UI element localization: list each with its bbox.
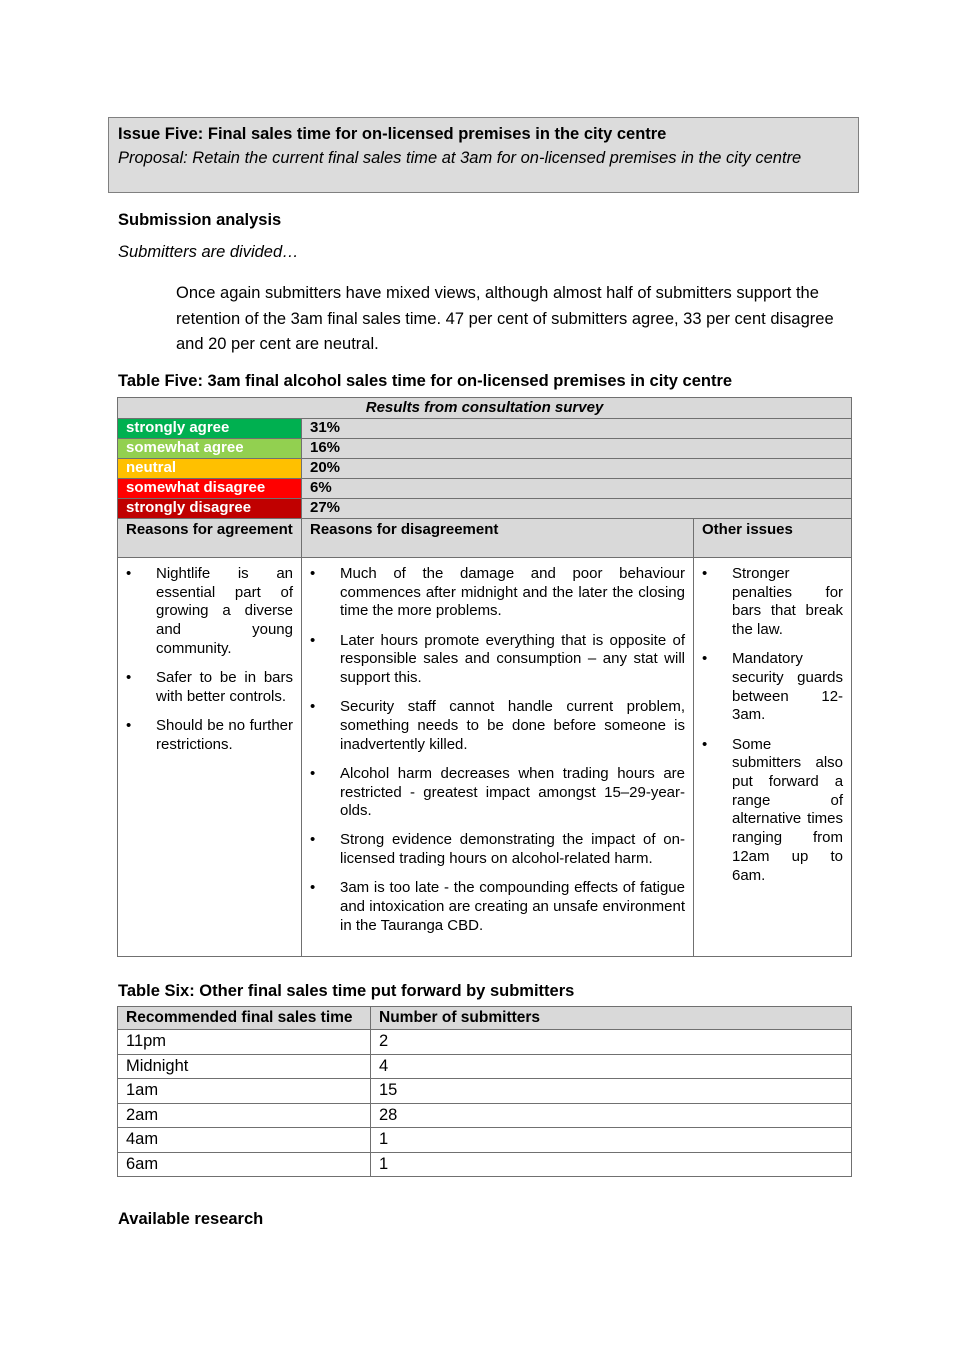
rating-row [118,459,852,479]
table-row [118,1054,852,1079]
submission-subheading: Submitters are divided… [118,243,299,261]
table-row [118,1079,852,1104]
research-heading: Available research [118,1210,264,1228]
disagreement-item: • 3am is too late - the compounding effects of fatigue and intoxication are creating an unsafe environment in the Tauranga CBD. [310,879,685,935]
column-other: Other issues [694,519,852,558]
rating-label: somewhat disagree [118,479,302,499]
disagreement-item: • Alcohol harm decreases when trading hours are restricted - greatest impact amongst 15–29-year-olds. [310,765,685,821]
agreement-cell [118,558,302,957]
sales-time-cell: 1am [118,1079,371,1104]
submitters-cell: 1 [371,1152,852,1177]
sales-time-cell: 2am [118,1103,371,1128]
sales-time-cell: 4am [118,1128,371,1153]
sales-time-cell: 6am [118,1152,371,1177]
issue-proposal: Proposal: Retain the current final sales time at 3am for on-licensed premises in the city centre [118,149,802,167]
table-row [118,1128,852,1153]
table-row [118,1103,852,1128]
other-cell [694,558,852,957]
table-row [118,1030,852,1055]
disagreement-item: • Much of the damage and poor behaviour commences after midnight and the later the closing time the more problems. [310,565,685,621]
rating-rows [118,419,852,519]
other-item: • Some submitters also put forward a range of alternative times ranging from 12am up to 6am. [702,736,843,886]
disagreement-item: • Strong evidence demonstrating the impact of on-licensed trading hours on alcohol-related harm. [310,831,685,868]
rating-value: 31% [302,419,852,439]
agreement-item: • Should be no further restrictions. [126,717,293,754]
submission-paragraph: Once again submitters have mixed views, although almost half of submitters support the retention of the 3am final sales time. 47 per cent of submitters agree, 33 per cent disagree and 20 per cent are neutral. [176,284,834,353]
rating-row [118,439,852,459]
rating-label: somewhat agree [118,439,302,459]
table-five [117,397,852,957]
table-row [118,1152,852,1177]
table-six-rows [118,1030,852,1177]
table-six-caption: Table Six: Other final sales time put forward by submitters [118,982,575,1000]
issue-title: Issue Five: Final sales time for on-licensed premises in the city centre [118,125,667,143]
agreement-list [126,565,293,754]
rating-value: 16% [302,439,852,459]
disagreement-list [310,565,685,935]
disagreement-cell [302,558,694,957]
rating-value: 27% [302,499,852,519]
rating-row [118,419,852,439]
submitters-cell: 4 [371,1054,852,1079]
column-submitters: Number of submitters [371,1007,852,1030]
rating-label: neutral [118,459,302,479]
rating-value: 6% [302,479,852,499]
column-agreement: Reasons for agreement [118,519,302,558]
rating-label: strongly disagree [118,499,302,519]
agreement-item: • Safer to be in bars with better controls. [126,669,293,706]
disagreement-item: • Later hours promote everything that is opposite of responsible sales and consumption – any stat will support this. [310,632,685,688]
issue-box [108,117,859,193]
submitters-cell: 2 [371,1030,852,1055]
submitters-cell: 28 [371,1103,852,1128]
rating-row [118,499,852,519]
table-five-caption: Table Five: 3am final alcohol sales time for on-licensed premises in city centre [118,372,733,390]
sales-time-cell: 11pm [118,1030,371,1055]
survey-header: Results from consultation survey [118,398,852,419]
agreement-item: • Nightlife is an essential part of growing a diverse and young community. [126,565,293,659]
rating-row [118,479,852,499]
column-sales-time: Recommended final sales time [118,1007,371,1030]
submitters-cell: 1 [371,1128,852,1153]
reason-column-headers [118,519,852,558]
other-list [702,565,843,885]
disagreement-item: • Security staff cannot handle current problem, something needs to be done before someone is inadvertently killed. [310,698,685,754]
rating-value: 20% [302,459,852,479]
submitters-cell: 15 [371,1079,852,1104]
sales-time-cell: Midnight [118,1054,371,1079]
other-item: • Mandatory security guards between 12-3am. [702,650,843,725]
submission-heading: Submission analysis [118,211,282,229]
rating-label: strongly agree [118,419,302,439]
table-six [117,1006,852,1177]
column-disagreement: Reasons for disagreement [302,519,694,558]
other-item: • Stronger penalties for bars that break the law. [702,565,843,640]
